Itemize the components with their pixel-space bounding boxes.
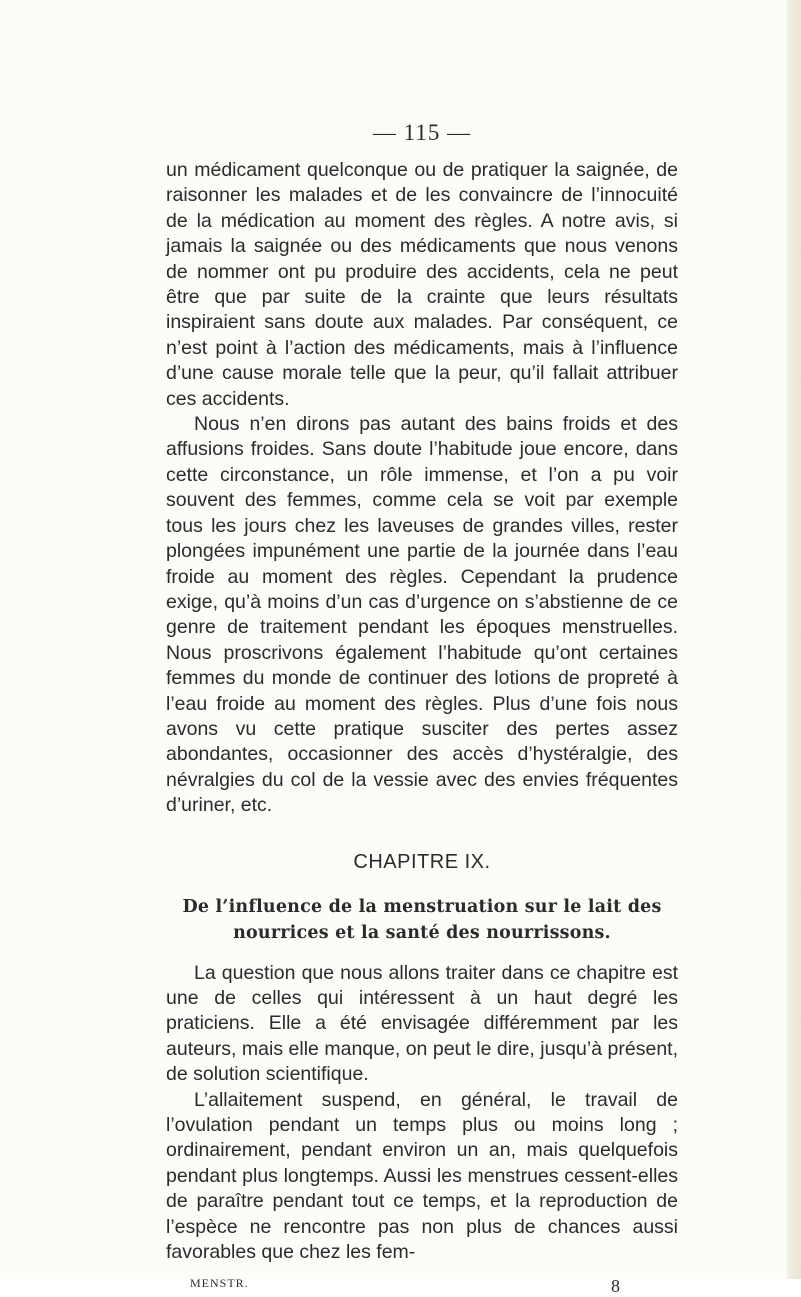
page-number: — 115 —	[372, 120, 472, 145]
sheet-number: 8	[611, 1276, 620, 1297]
chapter-subtitle-line-1: De l’influence de la menstruation sur le lait des	[182, 896, 662, 917]
page-footer	[166, 1276, 678, 1297]
chapter-subtitle-line-2: nourrices et la santé des nourrissons.	[233, 922, 611, 943]
paragraph-4: L’allaitement suspend, en général, le travail de l’ovulation pendant un temps plus ou moins long ; ordinairement, pendant environ un an, mais quelquefois pendant plus longtemps. Aussi les menstrues cessent-elles de paraître pendant tout ce temps, et la reproduction de l’espèce ne rencontre pas non plus de chances aussi favorables que chez les fem-	[166, 1088, 678, 1264]
paragraph-1: un médicament quelconque ou de pratiquer la saignée, de raisonner les malades et de les convaincre de l’innocuité de la médication au moment des règles. A notre avis, si jamais la saignée ou des médicaments que nous venons de nommer ont pu produire des accidents, cela ne peut être que par suite de la crainte que leurs résultats inspiraient sans doute aux malades. Par conséquent, ce n’est point à l’action des médicaments, mais à l’influence d’une cause morale telle que la peur, qu’il fallait attribuer ces accidents.	[166, 159, 678, 410]
chapter-subtitle	[166, 894, 678, 946]
text-block	[166, 116, 678, 1297]
chapter-title: CHAPITRE IX.	[353, 850, 491, 873]
page-edge	[787, 0, 801, 1279]
signature-mark: MENSTR.	[190, 1276, 249, 1291]
paragraph-3: La question que nous allons traiter dans ce chapitre est une de celles qui intéressent à un haut degré les praticiens. Elle a été envisagée différemment par les auteurs, mais elle manque, on peut le dire, jusqu’à présent, de solution scientifique.	[166, 961, 678, 1086]
paragraph-2: Nous n’en dirons pas autant des bains froids et des affusions froides. Sans doute l’habitude joue encore, dans cette circonstance, un rôle immense, et l’on a pu voir souvent des femmes, comme cela se voit par exemple tous les jours chez les laveuses de grandes villes, rester plongées impunément une partie de la journée dans l’eau froide au moment des règles. Cependant la prudence exige, qu’à moins d’un cas d’urgence on s’abstienne de ce genre de traitement pendant les époques menstruelles. Nous proscrivons également l’habitude qu’ont certaines femmes du monde de continuer des lotions de propreté à l’eau froide au moment des règles. Plus d’une fois nous avons vu cette pratique susciter des pertes assez abondantes, occasionner des accès d’hystéralgie, des névralgies du col de la vessie avec des envies fréquentes d’uriner, etc.	[166, 413, 678, 817]
